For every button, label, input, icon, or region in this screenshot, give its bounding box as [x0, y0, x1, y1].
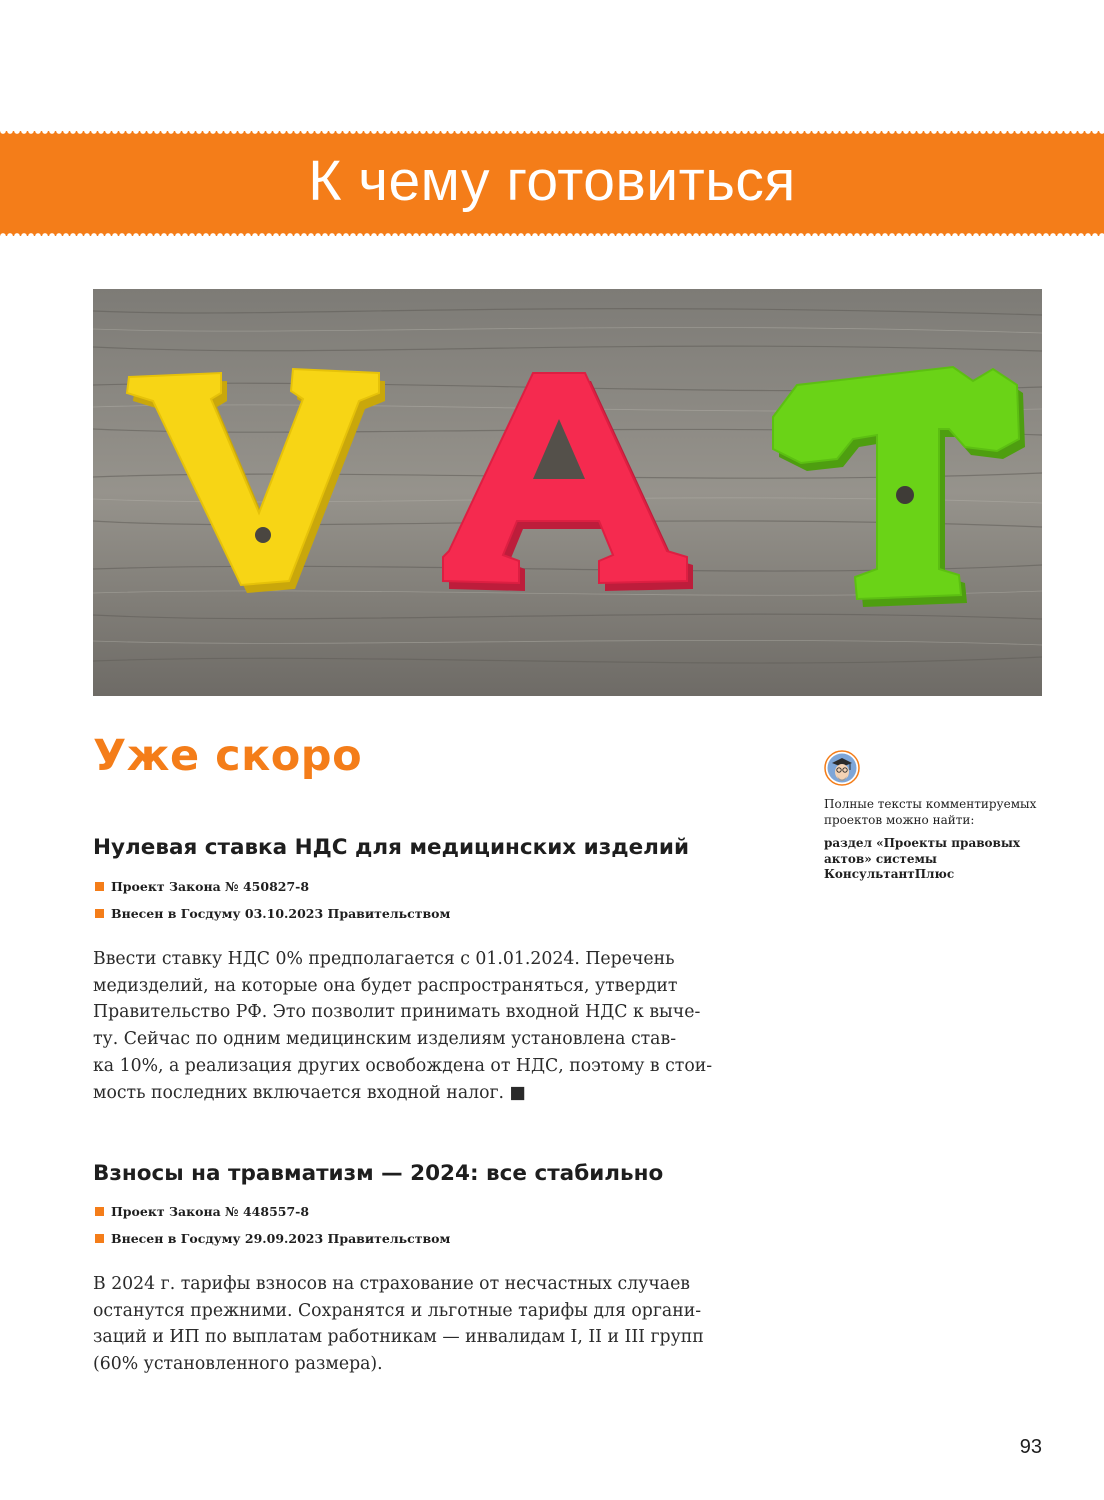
article-body: [93, 1271, 773, 1378]
bullet-icon: [95, 1207, 104, 1216]
body-line: заций и ИП по выплатам работникам — инвалидам I, II и III групп: [93, 1327, 704, 1348]
article-meta-bill: Проект Закона № 448557-8: [95, 1204, 309, 1219]
section-heading: Уже скоро: [93, 731, 363, 781]
page-number: 93: [1019, 1436, 1042, 1458]
body-line: останутся прежними. Сохранятся и льготные тарифы для органи-: [93, 1300, 702, 1321]
article-meta-submitted: Внесен в Госдуму 29.09.2023 Правительством: [95, 1231, 450, 1246]
body-line: В 2024 г. тарифы взносов на страхование от несчастных случаев: [93, 1274, 691, 1294]
sidebar-source-line: КонсультантПлюс: [824, 867, 955, 881]
banner-title: К чему готовиться: [308, 149, 796, 213]
article-title: Взносы на травматизм — 2024: все стабильно: [93, 1161, 664, 1186]
expert-avatar-icon: [824, 750, 860, 786]
bullet-icon: [95, 882, 104, 891]
body-line: ту. Сейчас по одним медицинским изделиям установлена став-: [93, 1029, 677, 1050]
article-meta-bill: Проект Закона № 450827-8: [95, 879, 309, 894]
article-title: Нулевая ставка НДС для медицинских изделий: [93, 835, 690, 860]
vat-photo: [93, 289, 1042, 696]
sidebar-note: [824, 797, 1064, 883]
sidebar-source-line: раздел «Проекты правовых: [824, 836, 1021, 850]
sidebar-intro-line: Полные тексты комментируемых: [824, 797, 1037, 811]
article-meta-submitted: Внесен в Госдуму 03.10.2023 Правительством: [95, 906, 450, 921]
bullet-icon: [95, 909, 104, 918]
bullet-icon: [95, 1234, 104, 1243]
body-line: ка 10%, а реализация других освобождена от НДС, поэтому в стои-: [93, 1055, 713, 1076]
body-line: Ввести ставку НДС 0% предполагается с 01.01.2024. Перечень: [93, 949, 675, 969]
sidebar-source-line: актов» системы: [824, 851, 937, 866]
body-line: мость последних включается входной налог. ■: [93, 1082, 526, 1103]
body-line: (60% установленного размера).: [93, 1354, 383, 1375]
body-line: Правительство РФ. Это позволит принимать входной НДС к выче-: [93, 1002, 701, 1023]
body-line: медизделий, на которые она будет распространяться, утвердит: [93, 975, 678, 996]
sidebar-intro-line: проектов можно найти:: [824, 812, 975, 827]
article-body: [93, 946, 773, 1106]
